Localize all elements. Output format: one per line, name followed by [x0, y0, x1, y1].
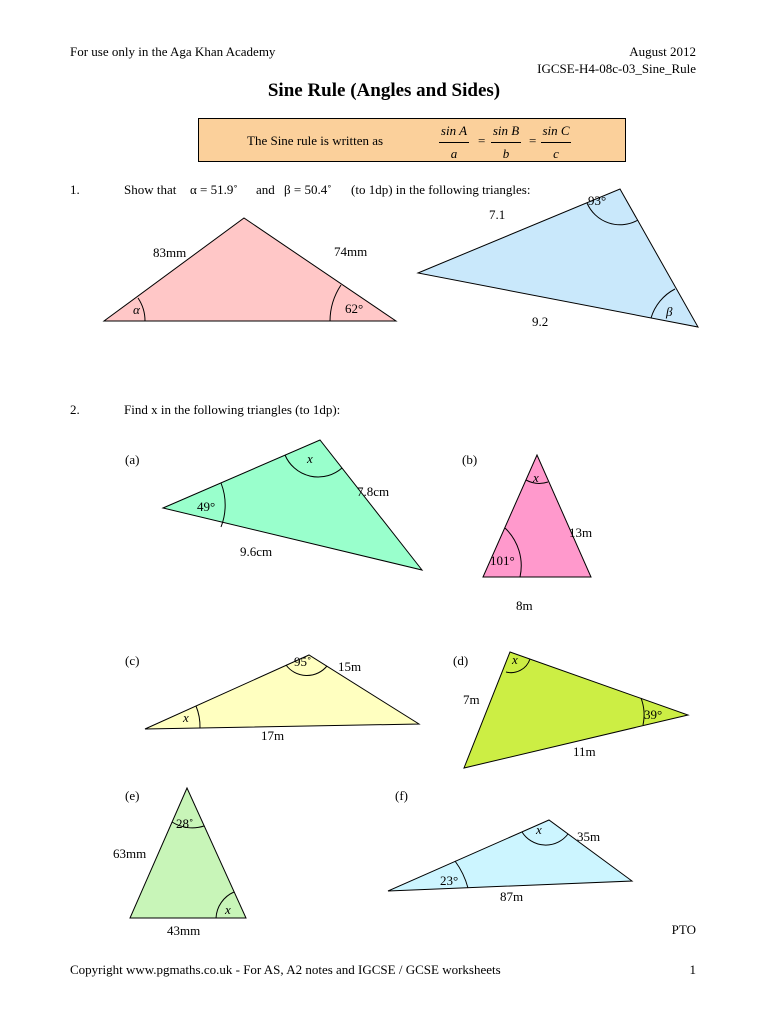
part-a-49: 49°	[197, 499, 216, 514]
part-a-x: x	[307, 451, 313, 466]
q1-alpha-label: α	[133, 302, 140, 317]
part-e-x: x	[225, 902, 231, 917]
header-code: IGCSE-H4-08c-03_Sine_Rule	[537, 61, 696, 76]
part-d-label: (d)	[453, 653, 469, 668]
header-left: For use only in the Aga Khan Academy	[70, 44, 276, 59]
fraction-a-num: sin A	[439, 123, 469, 143]
part-f-x: x	[536, 822, 542, 837]
equals-1: =	[478, 133, 486, 148]
part-b-101: 101°	[490, 553, 515, 568]
q1-tri2-side-bottom: 9.2	[532, 314, 549, 329]
part-e-side2: 43mm	[167, 923, 201, 938]
part-c-side1: 15m	[338, 659, 362, 674]
q1-62-label: 62°	[345, 301, 364, 316]
q2-text: Find x in the following triangles (to 1dp):	[124, 402, 341, 417]
fraction-b-den: b	[502, 146, 510, 161]
part-a-side1: 7.8cm	[357, 484, 390, 499]
q1-beta-label: β	[666, 304, 673, 319]
part-d-side1: 7m	[463, 692, 480, 707]
q1-tri1-side-right: 74mm	[334, 244, 368, 259]
part-b-side2: 8m	[516, 598, 533, 613]
page-title: Sine Rule (Angles and Sides)	[267, 80, 501, 101]
part-a-label: (a)	[125, 452, 140, 467]
part-f-23: 23°	[440, 873, 459, 888]
q1-and: and	[256, 182, 275, 197]
part-f-side2: 87m	[500, 889, 524, 904]
part-d-side2: 11m	[573, 744, 596, 759]
part-f-side1: 35m	[577, 829, 601, 844]
part-c-95: 95˚	[294, 654, 312, 669]
part-c-label: (c)	[125, 653, 140, 668]
part-e-side1: 63mm	[113, 846, 147, 861]
q1-tri2-side-top: 7.1	[489, 207, 506, 222]
fraction-c-num: sin C	[541, 123, 571, 143]
q1-alpha-value: α = 51.9˚	[190, 182, 238, 197]
header-date: August 2012	[629, 44, 696, 59]
q2-number: 2.	[70, 402, 80, 417]
part-f-label: (f)	[395, 788, 408, 803]
q1-tri1-side-left: 83mm	[153, 245, 187, 260]
q1-text-b: (to 1dp) in the following triangles:	[351, 182, 531, 197]
q1-beta-value: β = 50.4˚	[284, 182, 332, 197]
triangle-e	[130, 788, 246, 918]
q1-text-a: Show that	[124, 182, 177, 197]
part-d-39: 39°	[644, 707, 663, 722]
page-number: 1	[689, 962, 696, 977]
formula-intro: The Sine rule is written as	[247, 133, 384, 148]
part-b-label: (b)	[462, 452, 478, 467]
part-a-side2: 9.6cm	[240, 544, 273, 559]
part-c-side2: 17m	[261, 728, 285, 743]
equals-2: =	[529, 133, 537, 148]
fraction-c-den: c	[553, 146, 559, 161]
q1-93-label: 93°	[588, 193, 607, 208]
part-d-x: x	[512, 652, 518, 667]
part-b-x: x	[533, 470, 539, 485]
fraction-b-num: sin B	[491, 123, 521, 143]
part-e-28: 28˚	[176, 816, 194, 831]
footer-copyright: Copyright www.pgmaths.co.uk - For AS, A2 notes and IGCSE / GCSE worksheets	[70, 962, 501, 977]
pto-label: PTO	[671, 922, 696, 937]
part-b-side1: 13m	[569, 525, 593, 540]
q1-number: 1.	[70, 182, 80, 197]
part-c-x: x	[183, 710, 189, 725]
part-e-label: (e)	[125, 788, 140, 803]
fraction-a-den: a	[450, 146, 458, 161]
